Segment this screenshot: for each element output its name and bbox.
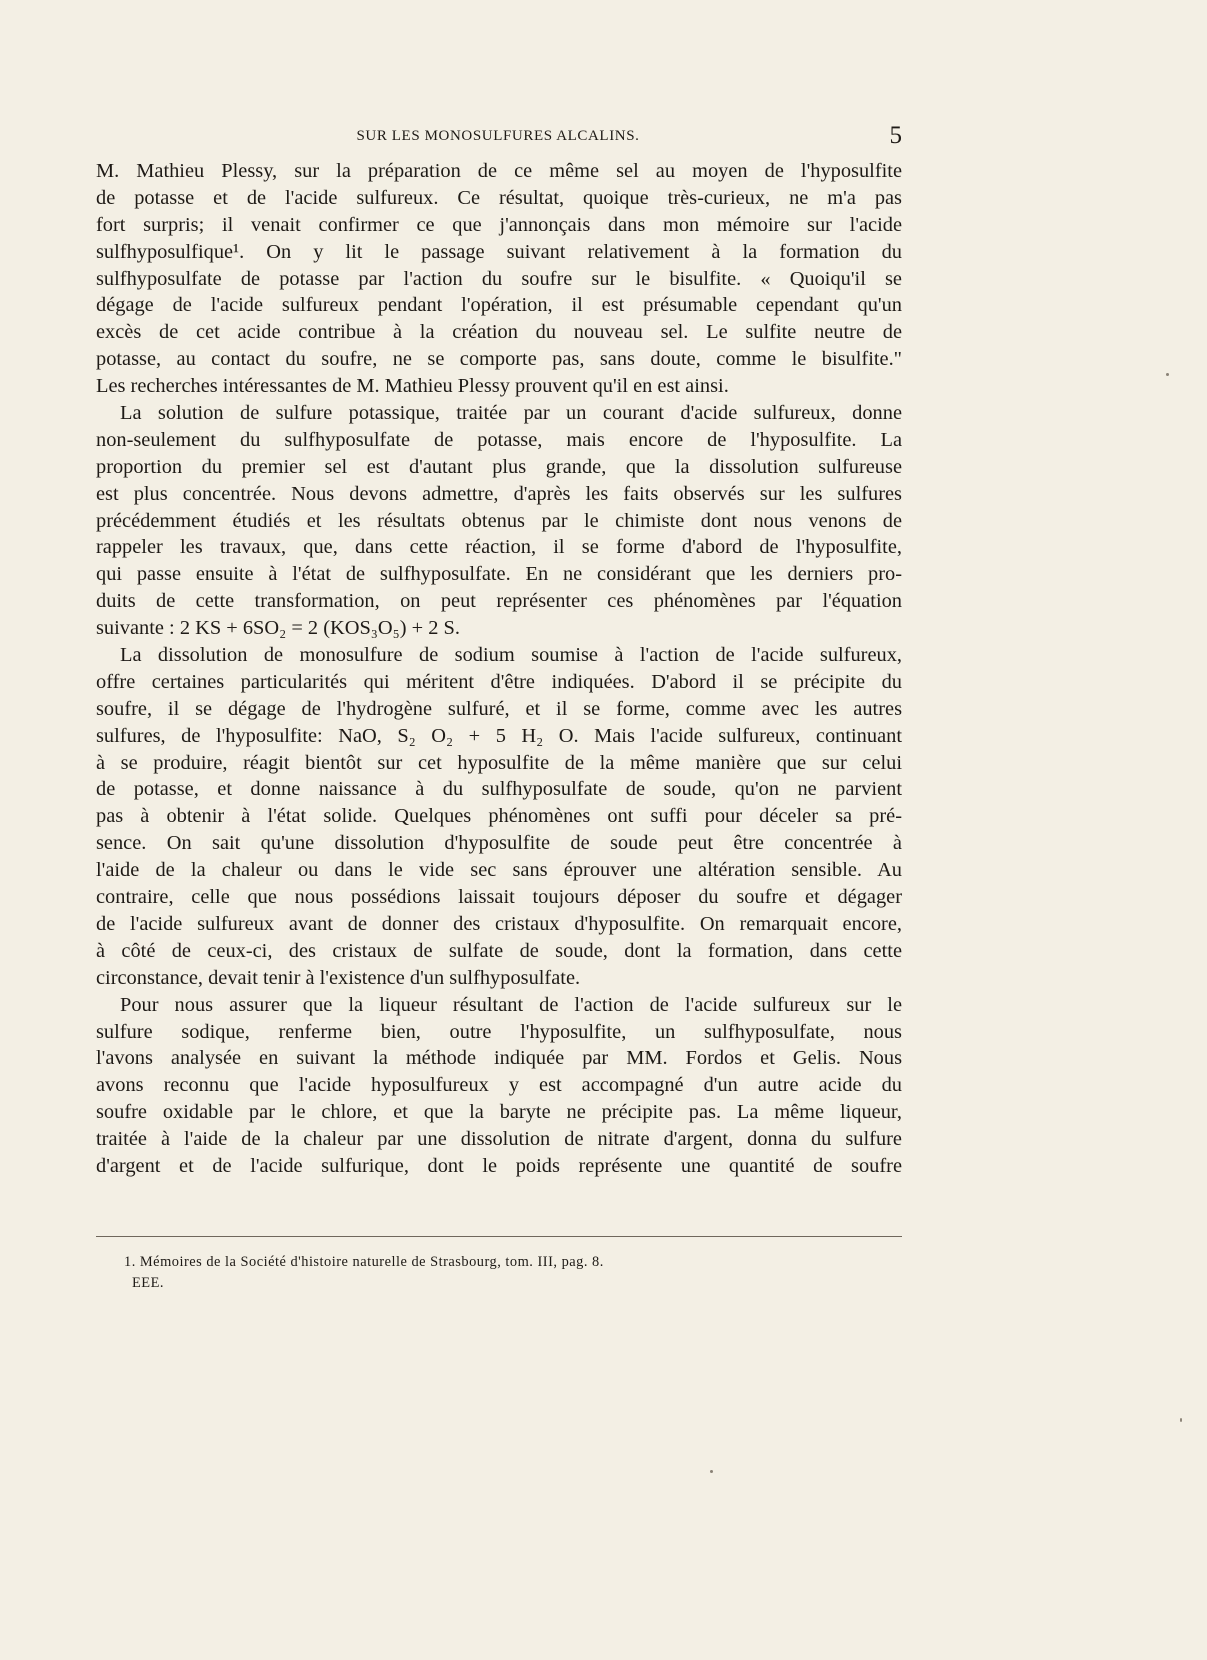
text-line: sulfure sodique, renferme bien, outre l'hyposulfite, un sulfhyposulfate, nous (96, 1020, 902, 1043)
paper-speck (1180, 1418, 1182, 1422)
body-text (96, 158, 902, 1180)
paper-speck (710, 1470, 713, 1473)
text-line: à côté de ceux-ci, des cristaux de sulfate de soude, dont la formation, dans cette (96, 939, 902, 962)
paragraph (96, 992, 902, 1180)
text-line: Pour nous assurer que la liqueur résultant de l'action de l'acide sulfureux sur le (120, 993, 902, 1016)
page-number: 5 (889, 122, 902, 149)
text-line: précédemment étudiés et les résultats obtenus par le chimiste dont nous venons de (96, 509, 902, 532)
text-line: Les recherches intéressantes de M. Mathieu Plessy prouvent qu'il en est ainsi. (96, 375, 729, 398)
text-line: sulfhyposulfate de potasse par l'action du soufre sur le bisulfite. « Quoiqu'il se (96, 267, 902, 290)
text-line: sulfures, de l'hyposulfite: NaO, S₂ O₂ + 5 H₂ O. Mais l'acide sulfureux, continuant (96, 724, 902, 747)
text-line: est plus concentrée. Nous devons admettre, d'après les faits observés sur les sulfures (96, 482, 902, 505)
text-line: potasse, au contact du soufre, ne se comporte pas, sans doute, comme le bisulfite." (96, 348, 902, 371)
paragraph (96, 158, 902, 400)
text-line: La solution de sulfure potassique, traitée par un courant d'acide sulfureux, donne (120, 402, 902, 425)
text-line: l'aide de la chaleur ou dans le vide sec sans éprouver une altération sensible. Au (96, 859, 902, 882)
paragraph (96, 400, 902, 642)
text-line: de potasse et de l'acide sulfureux. Ce résultat, quoique très-curieux, ne m'a pas (96, 186, 902, 209)
running-title: SUR LES MONOSULFURES ALCALINS. (356, 128, 640, 144)
text-line: non-seulement du sulfhyposulfate de potasse, mais encore de l'hyposulfite. La (96, 428, 902, 451)
text-line: sence. On sait qu'une dissolution d'hyposulfite de soude peut être concentrée à (96, 832, 902, 855)
text-line: soufre, il se dégage de l'hydrogène sulfuré, et il se forme, comme avec les autres (96, 697, 902, 720)
text-line: circonstance, devait tenir à l'existence d'un sulfhyposulfate. (96, 966, 581, 989)
paper-speck (1166, 373, 1169, 376)
text-line: rappeler les travaux, que, dans cette réaction, il se forme d'abord de l'hyposulfite, (96, 536, 902, 559)
text-line: l'avons analysée en suivant la méthode indiquée par MM. Fordos et Gelis. Nous (96, 1047, 902, 1070)
text-line: duits de cette transformation, on peut représenter ces phénomènes par l'équation (96, 590, 902, 613)
equation-line: suivante : 2 KS + 6SO₂ = 2 (KOS₃O₅) + 2 S. (96, 617, 460, 640)
text-line: qui passe ensuite à l'état de sulfhyposulfate. En ne considérant que les derniers pro- (96, 563, 902, 586)
text-line: contraire, celle que nous possédions laissait toujours déposer du soufre et dégager (96, 886, 902, 909)
text-line: avons reconnu que l'acide hyposulfureux y est accompagné d'un autre acide du (96, 1074, 902, 1097)
signature-mark: EEE. (132, 1275, 164, 1291)
text-line: traitée à l'aide de la chaleur par une dissolution de nitrate d'argent, donna du sulfure (96, 1128, 902, 1151)
text-line: à se produire, réagit bientôt sur cet hyposulfite de la même manière que sur celui (96, 751, 902, 774)
footnote-1: 1. Mémoires de la Société d'histoire naturelle de Strasbourg, tom. III, pag. 8. (124, 1254, 604, 1270)
text-line: de l'acide sulfureux avant de donner des cristaux d'hyposulfite. On remarquait encore, (96, 912, 902, 935)
running-head (94, 124, 902, 150)
text-line: de potasse, et donne naissance à du sulfhyposulfate de soude, qu'on ne parvient (96, 778, 902, 801)
text-line: fort surpris; il venait confirmer ce que j'annonçais dans mon mémoire sur l'acide (96, 213, 902, 236)
text-line: proportion du premier sel est d'autant plus grande, que la dissolution sulfureuse (96, 455, 902, 478)
text-line: offre certaines particularités qui méritent d'être indiquées. D'abord il se précipite du (96, 670, 902, 693)
text-line: excès de cet acide contribue à la création du nouveau sel. Le sulfite neutre de (96, 321, 902, 344)
paragraph (96, 642, 902, 992)
text-line: M. Mathieu Plessy, sur la préparation de ce même sel au moyen de l'hyposulfite (96, 160, 902, 182)
footnote-rule (96, 1236, 902, 1237)
text-line: d'argent et de l'acide sulfurique, dont le poids représente une quantité de soufre (96, 1154, 902, 1177)
text-line: soufre oxidable par le chlore, et que la baryte ne précipite pas. La même liqueur, (96, 1101, 902, 1124)
text-line: sulfhyposulfique¹. On y lit le passage suivant relativement à la formation du (96, 240, 902, 263)
text-line: La dissolution de monosulfure de sodium soumise à l'action de l'acide sulfureux, (120, 644, 902, 667)
footnotes (124, 1252, 884, 1294)
text-line: pas à obtenir à l'état solide. Quelques phénomènes ont suffi pour déceler sa pré- (96, 805, 902, 828)
text-line: dégage de l'acide sulfureux pendant l'opération, il est présumable cependant qu'un (96, 294, 902, 317)
